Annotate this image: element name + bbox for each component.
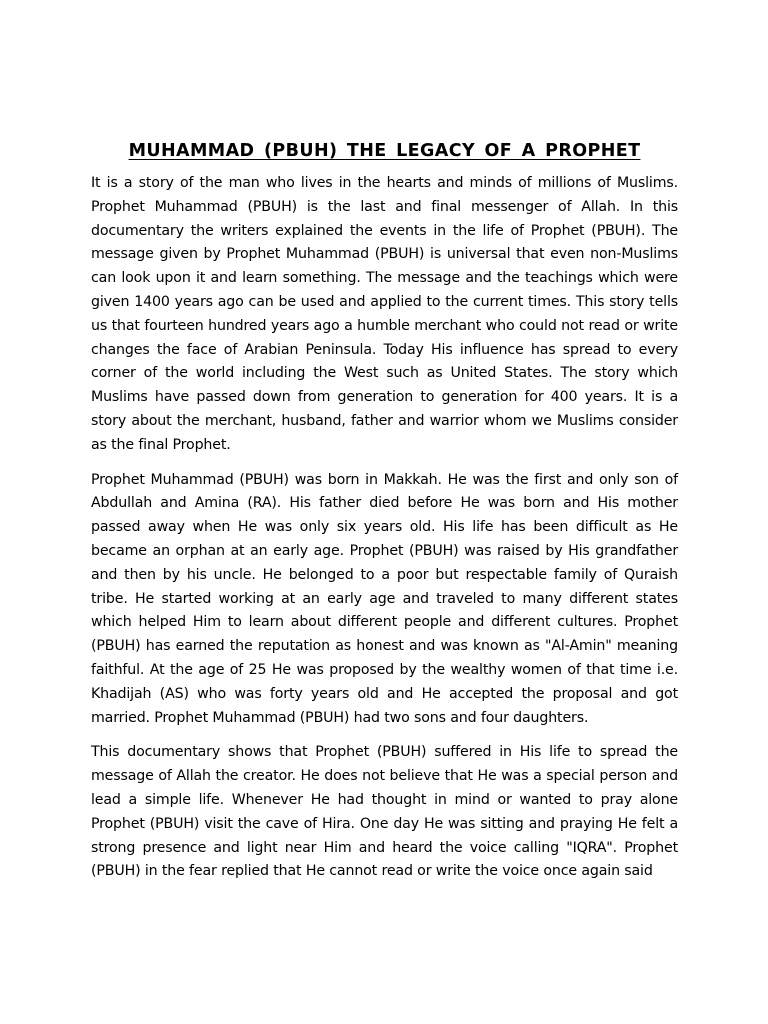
document-title: MUHAMMAD (PBUH) THE LEGACY OF A PROPHET — [128, 141, 641, 161]
paragraph-introduction: It is a story of the man who lives in the hearts and minds of millions of Muslims. Prophet Muhammad (PBUH) is the last and final messenger of Allah. In this documentary the writers explained the events in the life of Prophet (PBUH). The message given by Prophet Muhammad (PBUH) is universal that even non-Muslims can look upon it and learn something. The message and the teachings which were given 1400 years ago can be used and applied to the current times. This story tells us that fourteen hundred years ago a humble merchant who could not read or write changes the face of Arabian Peninsula. Today His influence has spread to every corner of the world including the West such as United States. The story which Muslims have passed down from generation to generation for 400 years. It is a story about the merchant, husband, father and warrior whom we Muslims consider as the final Prophet. — [91, 175, 678, 453]
paragraph-revelation: This documentary shows that Prophet (PBUH) suffered in His life to spread the message of Allah the creator. He does not believe that He was a special person and lead a simple life. Whenever He had thought in mind or wanted to pray alone Prophet (PBUH) visit the cave of Hira. One day He was sitting and praying He felt a strong presence and light near Him and heard the voice calling "IQRA". Prophet (PBUH) in the fear replied that He cannot read or write the voice once again said — [91, 744, 678, 880]
paragraph-early-life: Prophet Muhammad (PBUH) was born in Makkah. He was the first and only son of Abdullah and Amina (RA). His father died before He was born and His mother passed away when He was only six years old. His life has been difficult as He became an orphan at an early age. Prophet (PBUH) was raised by His grandfather and then by his uncle. He belonged to a poor but respectable family of Quraish tribe. He started working at an early age and traveled to many different states which helped Him to learn about different people and different cultures. Prophet (PBUH) has earned the reputation as honest and was known as "Al-Amin" meaning faithful. At the age of 25 He was proposed by the wealthy women of that time i.e. Khadijah (AS) who was forty years old and He accepted the proposal and got married. Prophet Muhammad (PBUH) had two sons and four daughters. — [91, 471, 678, 726]
document-page — [91, 138, 678, 895]
